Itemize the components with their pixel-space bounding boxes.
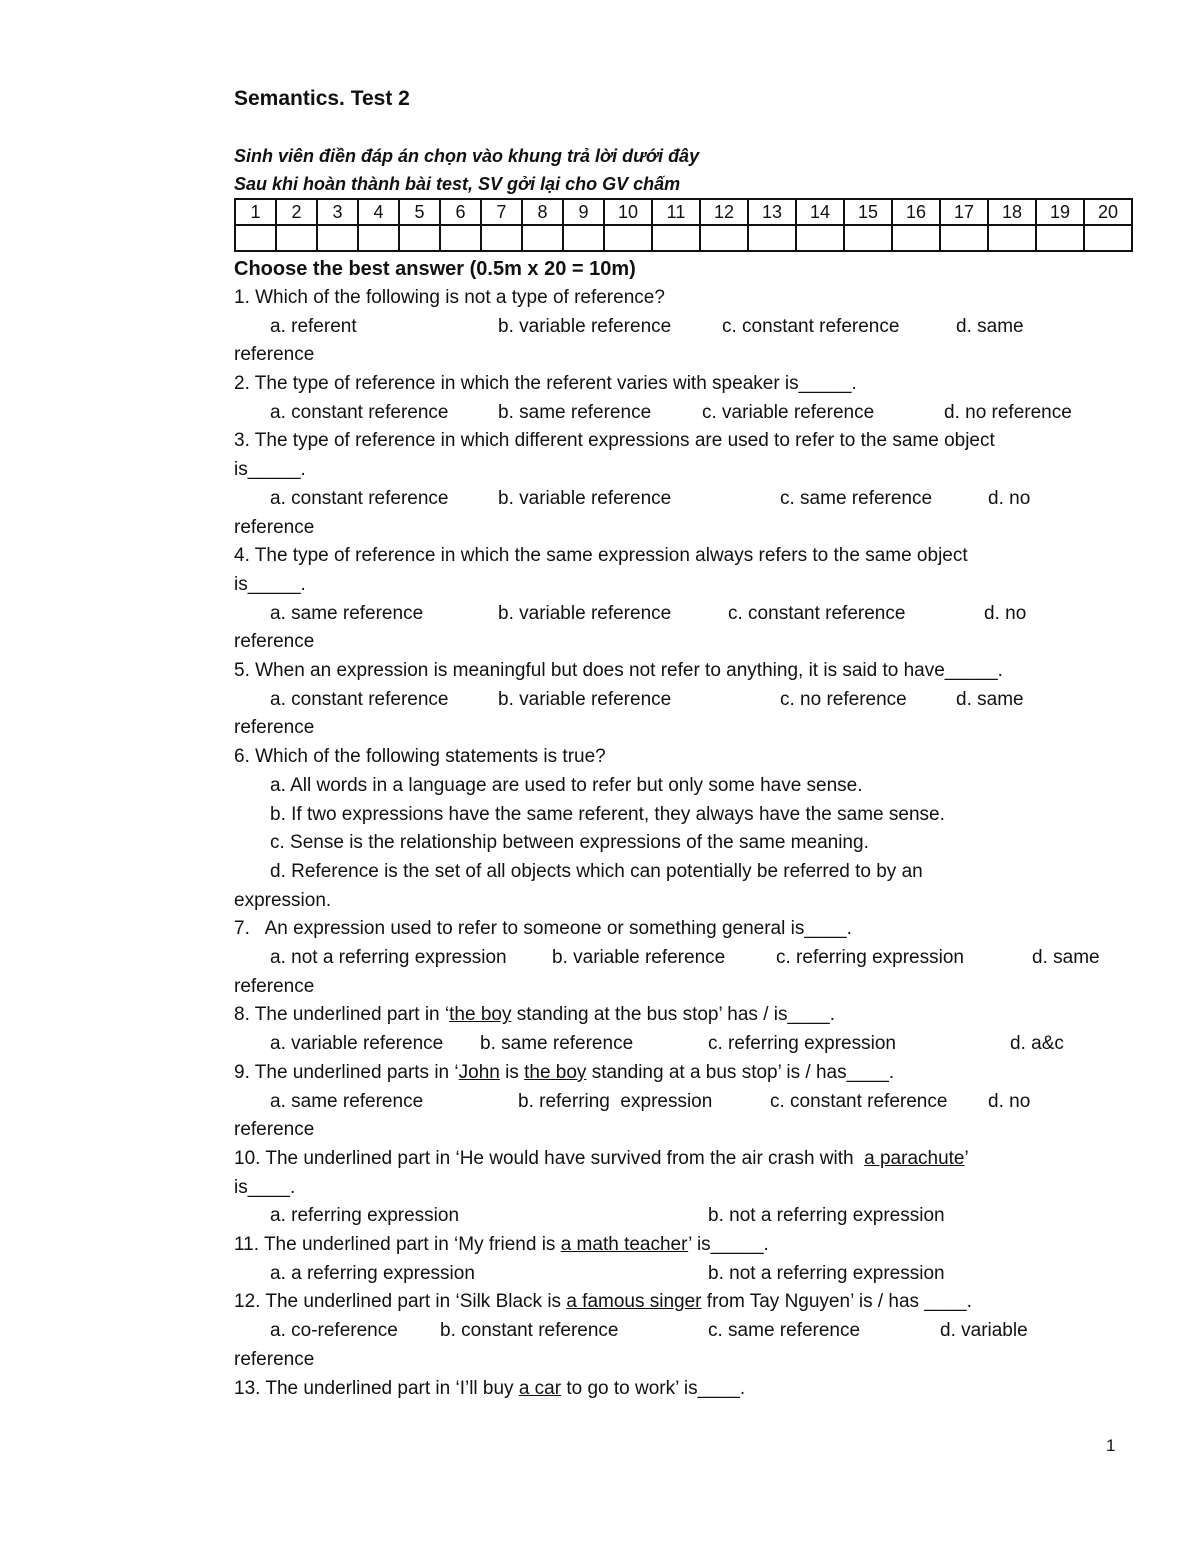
question-stem: 7. An expression used to refer to someone or something general is____. xyxy=(234,918,852,940)
question-options xyxy=(234,1088,1124,1117)
option-c: c. Sense is the relationship between expressions of the same meaning. xyxy=(270,832,869,854)
answer-grid-number: 1 xyxy=(235,199,276,225)
question-options xyxy=(234,1202,1124,1231)
instruction-line-2: Sau khi hoàn thành bài test, SV gởi lại cho GV chấm xyxy=(234,174,681,194)
stem-text: ’ xyxy=(964,1147,969,1169)
underlined-phrase: John xyxy=(458,1061,500,1083)
answer-grid-blank-cell[interactable] xyxy=(399,225,440,251)
option-d: d. variable xyxy=(940,1320,1028,1342)
stem-text: standing at a bus stop’ is / has____. xyxy=(586,1061,895,1083)
stem-text: 11. The underlined part in ‘My friend is xyxy=(234,1234,561,1256)
question-stem xyxy=(234,1288,1124,1317)
answer-grid-number: 19 xyxy=(1036,199,1084,225)
underlined-phrase: a car xyxy=(518,1377,562,1399)
option-d: d. a&c xyxy=(1010,1033,1064,1055)
option-a: a. variable reference xyxy=(270,1033,444,1055)
stem-text: from Tay Nguyen’ is / has ____. xyxy=(701,1291,972,1313)
answer-grid-blank-cell[interactable] xyxy=(700,225,748,251)
answer-grid-number: 11 xyxy=(652,199,700,225)
answer-grid-blank-cell[interactable] xyxy=(358,225,399,251)
option-a: a. same reference xyxy=(270,1090,424,1112)
question-options xyxy=(234,313,1124,342)
question-options xyxy=(234,944,1124,973)
underlined-phrase: the boy xyxy=(449,1004,512,1026)
option-wrap: expression. xyxy=(234,889,332,911)
question-stem xyxy=(234,1231,1124,1260)
stem-text: 10. The underlined part in ‘He would have survived from the air crash with xyxy=(234,1147,865,1169)
option-c: c. variable reference xyxy=(702,401,875,423)
option-a: a. referring expression xyxy=(270,1205,460,1227)
option-a: a. All words in a language are used to refer but only some have sense. xyxy=(270,774,863,796)
stem-text: 8. The underlined part in ‘ xyxy=(234,1004,450,1026)
answer-grid-blanks xyxy=(235,225,1132,251)
option-b: b. variable reference xyxy=(498,315,672,337)
stem-text: to go to work’ is____. xyxy=(561,1377,746,1399)
question-stem: 1. Which of the following is not a type of reference? xyxy=(234,287,665,308)
option-a: a. same reference xyxy=(270,602,424,624)
option-b: b. variable reference xyxy=(498,487,672,509)
option-c: c. constant reference xyxy=(728,602,906,624)
stem-text: is xyxy=(499,1061,525,1083)
stem-text: 9. The underlined parts in ‘ xyxy=(234,1061,459,1083)
answer-grid-number: 7 xyxy=(481,199,522,225)
underlined-phrase: a famous singer xyxy=(566,1291,702,1313)
answer-grid-number: 9 xyxy=(563,199,604,225)
underlined-phrase: the boy xyxy=(524,1061,587,1083)
answer-grid-number: 18 xyxy=(988,199,1036,225)
question-stem xyxy=(234,1001,1124,1030)
stem-text: 13. The underlined part in ‘I’ll buy xyxy=(234,1377,519,1399)
answer-grid-blank-cell[interactable] xyxy=(796,225,844,251)
option-a: a. not a referring expression xyxy=(270,947,507,969)
question-stem: 3. The type of reference in which different expressions are used to refer to the same object xyxy=(234,430,995,452)
option-a: a. constant reference xyxy=(270,688,449,710)
question-stem-cont: is_____. xyxy=(234,459,306,481)
option-wrap: reference xyxy=(234,717,315,739)
option-wrap: reference xyxy=(234,631,315,653)
option-b: b. constant reference xyxy=(440,1320,619,1342)
option-wrap: reference xyxy=(234,516,315,538)
answer-grid-blank-cell[interactable] xyxy=(892,225,940,251)
option-c: c. same reference xyxy=(780,487,933,509)
answer-grid-number: 17 xyxy=(940,199,988,225)
question-stem-cont: is____. xyxy=(234,1176,296,1198)
option-d: d. no xyxy=(984,602,1027,624)
option-d: d. same xyxy=(1032,947,1100,969)
option-d: d. no xyxy=(988,487,1031,509)
answer-grid-number: 16 xyxy=(892,199,940,225)
answer-grid-blank-cell[interactable] xyxy=(1036,225,1084,251)
option-b: b. same reference xyxy=(498,401,652,423)
question-options xyxy=(234,600,1124,629)
answer-grid-number: 13 xyxy=(748,199,796,225)
option-b: b. not a referring expression xyxy=(708,1262,945,1284)
answer-grid-number: 5 xyxy=(399,199,440,225)
answer-grid-number: 6 xyxy=(440,199,481,225)
answer-grid-number: 14 xyxy=(796,199,844,225)
answer-grid-number: 8 xyxy=(522,199,563,225)
answer-grid-numbers xyxy=(235,199,1132,225)
option-d: d. no reference xyxy=(944,401,1072,423)
option-b: b. same reference xyxy=(480,1033,634,1055)
question-stem: 2. The type of reference in which the referent varies with speaker is_____. xyxy=(234,373,857,395)
answer-grid-number: 12 xyxy=(700,199,748,225)
question-options xyxy=(234,686,1124,715)
option-a: a. co-reference xyxy=(270,1320,398,1342)
option-wrap: reference xyxy=(234,975,315,997)
question-stem-cont: is_____. xyxy=(234,573,306,595)
option-wrap: reference xyxy=(234,344,315,366)
stem-text: 12. The underlined part in ‘Silk Black is xyxy=(234,1291,567,1313)
option-b: b. referring expression xyxy=(518,1090,713,1112)
question-stem: 5. When an expression is meaningful but does not refer to anything, it is said to have_____. xyxy=(234,660,1003,682)
question-stem: 4. The type of reference in which the same expression always refers to the same object xyxy=(234,545,968,567)
option-c: c. no reference xyxy=(780,688,907,710)
answer-grid-blank-cell[interactable] xyxy=(440,225,481,251)
instruction-line-1: Sinh viên điền đáp án chọn vào khung trả lời dưới đây xyxy=(234,146,700,166)
question-options xyxy=(234,1030,1124,1059)
option-wrap: reference xyxy=(234,1119,315,1141)
answer-grid-blank-cell[interactable] xyxy=(604,225,652,251)
option-b: b. variable reference xyxy=(498,688,672,710)
answer-grid-number: 15 xyxy=(844,199,892,225)
question-options xyxy=(234,485,1124,514)
option-b: b. variable reference xyxy=(498,602,672,624)
page-title: Semantics. Test 2 xyxy=(234,87,410,110)
option-d: d. same xyxy=(956,688,1024,710)
stem-text: standing at the bus stop’ has / is____. xyxy=(511,1004,836,1026)
option-d: d. Reference is the set of all objects which can potentially be referred to by an xyxy=(270,860,923,882)
question-stem: 6. Which of the following statements is true? xyxy=(234,746,606,768)
option-wrap: reference xyxy=(234,1348,315,1370)
answer-grid-blank-cell[interactable] xyxy=(844,225,892,251)
answer-grid-blank-cell[interactable] xyxy=(563,225,604,251)
document-body xyxy=(234,84,1124,1403)
question-stem xyxy=(234,1375,1124,1404)
answer-grid-number: 10 xyxy=(604,199,652,225)
option-a: a. a referring expression xyxy=(270,1262,475,1284)
option-c: c. constant reference xyxy=(722,315,900,337)
answer-grid-number: 4 xyxy=(358,199,399,225)
underlined-phrase: a parachute xyxy=(864,1147,965,1169)
answer-grid-number: 20 xyxy=(1084,199,1132,225)
answer-grid xyxy=(234,198,1133,252)
question-options xyxy=(234,1317,1124,1346)
answer-grid-blank-cell[interactable] xyxy=(652,225,700,251)
question-options xyxy=(234,399,1124,428)
option-a: a. constant reference xyxy=(270,401,449,423)
option-b: b. not a referring expression xyxy=(708,1205,945,1227)
option-d: d. same xyxy=(956,315,1024,337)
underlined-phrase: a math teacher xyxy=(560,1234,689,1256)
option-c: c. constant reference xyxy=(770,1090,948,1112)
option-c: c. referring expression xyxy=(708,1033,896,1055)
option-c: c. same reference xyxy=(708,1320,861,1342)
answer-grid-number: 3 xyxy=(317,199,358,225)
answer-grid-blank-cell[interactable] xyxy=(1084,225,1132,251)
answer-grid-blank-cell[interactable] xyxy=(276,225,317,251)
page-number: 1 xyxy=(1106,1436,1116,1455)
question-stem xyxy=(234,1059,1124,1088)
answer-grid-blank-cell[interactable] xyxy=(940,225,988,251)
answer-grid-blank-cell[interactable] xyxy=(988,225,1036,251)
option-b: b. If two expressions have the same referent, they always have the same sense. xyxy=(270,803,945,825)
answer-grid-blank-cell[interactable] xyxy=(522,225,563,251)
answer-grid-blank-cell[interactable] xyxy=(317,225,358,251)
answer-grid-number: 2 xyxy=(276,199,317,225)
option-d: d. no xyxy=(988,1090,1031,1112)
answer-grid-blank-cell[interactable] xyxy=(481,225,522,251)
question-stem xyxy=(234,1145,1124,1174)
answer-grid-blank-cell[interactable] xyxy=(235,225,276,251)
option-a: a. constant reference xyxy=(270,487,449,509)
option-a: a. referent xyxy=(270,315,357,337)
option-c: c. referring expression xyxy=(776,947,964,969)
answer-grid-blank-cell[interactable] xyxy=(748,225,796,251)
stem-text: ’ is_____. xyxy=(688,1234,769,1256)
section-heading: Choose the best answer (0.5m x 20 = 10m) xyxy=(234,258,636,280)
option-b: b. variable reference xyxy=(552,947,726,969)
question-options xyxy=(234,1260,1124,1289)
